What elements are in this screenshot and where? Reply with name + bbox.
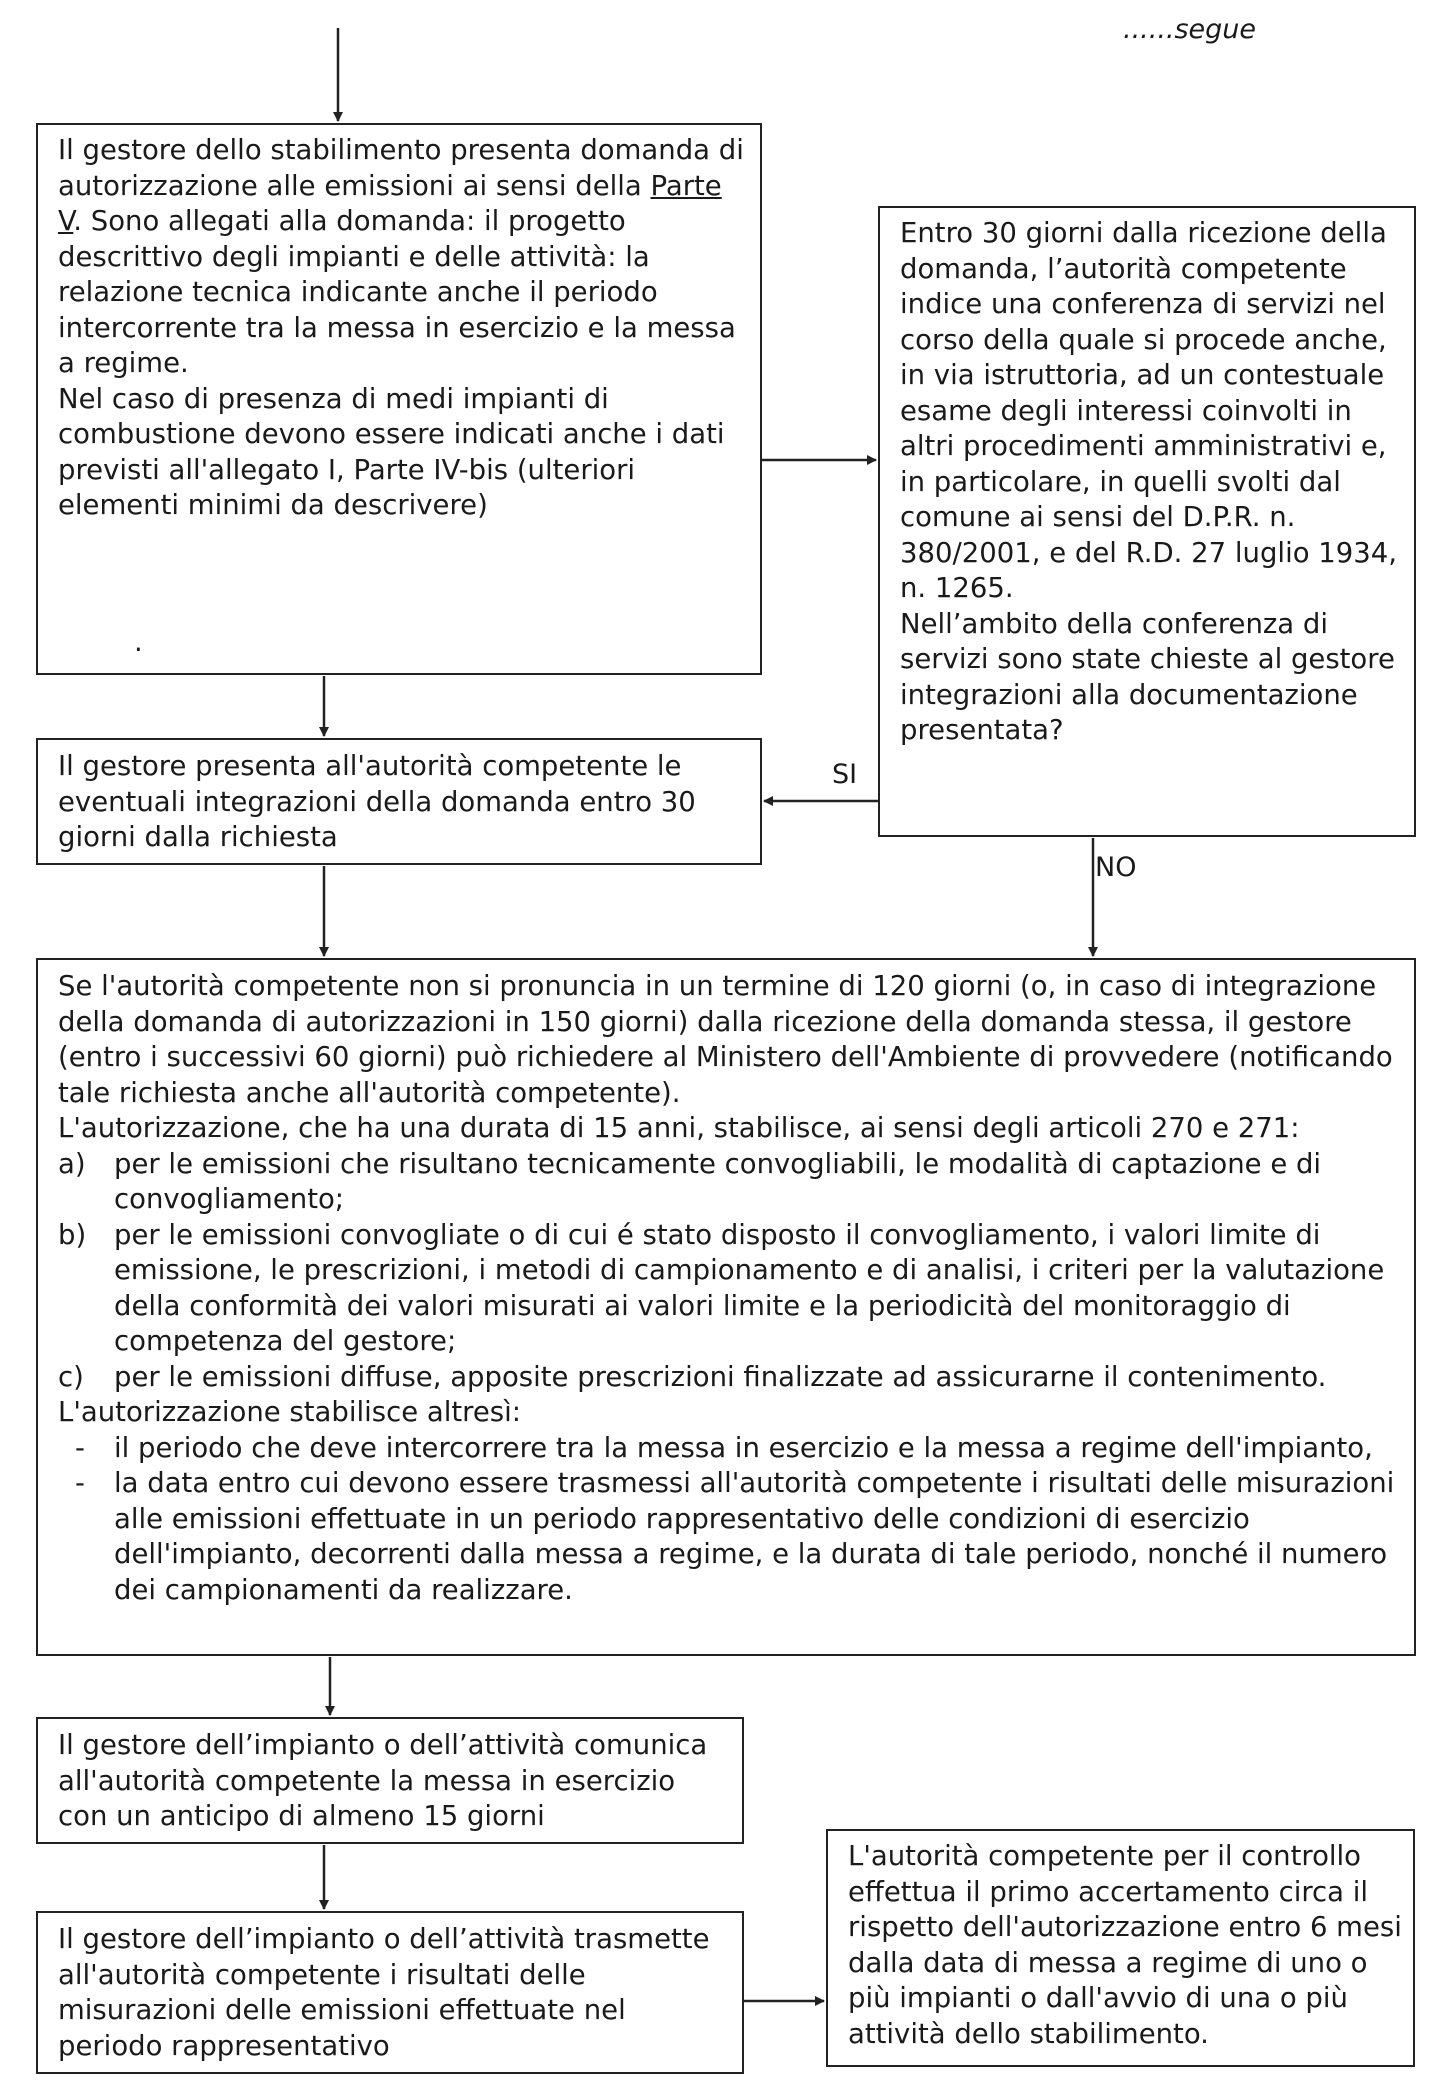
conference-question: Nell’ambito della conferenza di servizi sono state chieste al gestore integrazioni alla documentazione presentata?: [900, 607, 1395, 746]
results-text: Il gestore dell’impianto o dell’attività trasmette all'autorità competente i risultati delle misurazioni delle emissioni effettuate nel periodo rappresentativo: [58, 1923, 710, 2062]
control-text: L'autorità competente per il controllo effettua il primo accertamento circa il rispetto dell'autorizzazione entro 6 mesi dalla data di messa a regime di uno o più impianti o dall'avvio di una o più attività dello stabilimento.: [848, 1840, 1402, 2050]
continues-label: ......segue: [1123, 14, 1257, 45]
authorization-also: L'autorizzazione stabilisce altresì:: [58, 1396, 522, 1428]
yes-label: SI: [832, 759, 858, 790]
conference-text: Entro 30 giorni dalla ricezione della domanda, l’autorità competente indice una conferenza di servizi nel corso della quale si procede anche, in via istruttoria, ad un contestuale esame degli interessi coinvolti in altri procedimenti amministrativi e, in particolare, in quelli svolti dal comune ai sensi del D.P.R. n. 380/2001, e del R.D. 27 luglio 1934, n. 1265.: [900, 217, 1398, 604]
request-text-medium-plants: Nel caso di presenza di medi impianti di combustione devono essere indicati anche i dati previsti all'allegato I, Parte IV-bis (ulteriori elementi minimi da descrivere): [58, 382, 725, 521]
list-item-text: per le emissioni che risultano tecnicamente convogliabili, le modalità di captazione e di convogliamento;: [114, 1147, 1322, 1215]
list-marker: -: [75, 1431, 85, 1464]
list-marker: -: [75, 1467, 85, 1499]
request-text-part2: . Sono allegati alla domanda: il progetto descrittivo degli impianti e delle attività: la relazione tecnica indicante anche il periodo intercorrente tra la messa in esercizio e la messa a regime.: [58, 205, 736, 379]
list-item-text: per le emissioni diffuse, apposite prescrizioni finalizzate ad assicurarne il contenimento.: [114, 1360, 1327, 1393]
list-marker: b): [58, 1218, 87, 1251]
parte-v-link: Parte V: [58, 169, 722, 237]
authorization-intro: Se l'autorità competente non si pronuncia in un termine di 120 giorni (o, in caso di integrazione della domanda di autorizzazioni in 150 giorni) dalla ricezione della domanda stessa, il gestore (entro i successivi 60 giorni) può richiedere al Ministero dell'Ambiente di provvedere (notificando tale richiesta anche all'autorità competente).: [58, 970, 1393, 1109]
request-stray-dot: .: [134, 626, 143, 658]
commissioning-text: Il gestore dell’impianto o dell’attività comunica all'autorità competente la messa in esercizio con un anticipo di almeno 15 giorni: [58, 1729, 708, 1832]
request-text-part1: Il gestore dello stabilimento presenta domanda di autorizzazione alle emissioni ai sensi della: [58, 134, 744, 202]
list-item-text: per le emissioni convogliate o di cui é stato disposto il convogliamento, i valori limite di emissione, le prescrizioni, i metodi di campionamento e di analisi, i criteri per la valutazione della conformità dei valori misurati ai valori limite e la periodicità del monitoraggio di competenza del gestore;: [114, 1218, 1385, 1357]
list-marker: c): [58, 1360, 84, 1393]
integrations-text: Il gestore presenta all'autorità competente le eventuali integrazioni della domanda entro 30 giorni dalla richiesta: [58, 750, 696, 853]
list-item-text: il periodo che deve intercorrere tra la messa in esercizio e la messa a regime dell'impianto,: [114, 1431, 1373, 1464]
authorization-duration: L'autorizzazione, che ha una durata di 15 anni, stabilisce, ai sensi degli articoli 270 e 271:: [58, 1112, 1300, 1144]
no-label: NO: [1095, 852, 1137, 883]
list-marker: a): [58, 1147, 86, 1180]
list-item-text: la data entro cui devono essere trasmessi all'autorità competente i risultati delle misurazioni alle emissioni effettuate in un periodo rappresentativo delle condizioni di esercizio dell'impianto, decorrenti dalla messa a regime, e la durata di tale periodo, nonché il numero dei campionamenti da realizzare.: [114, 1467, 1395, 1606]
